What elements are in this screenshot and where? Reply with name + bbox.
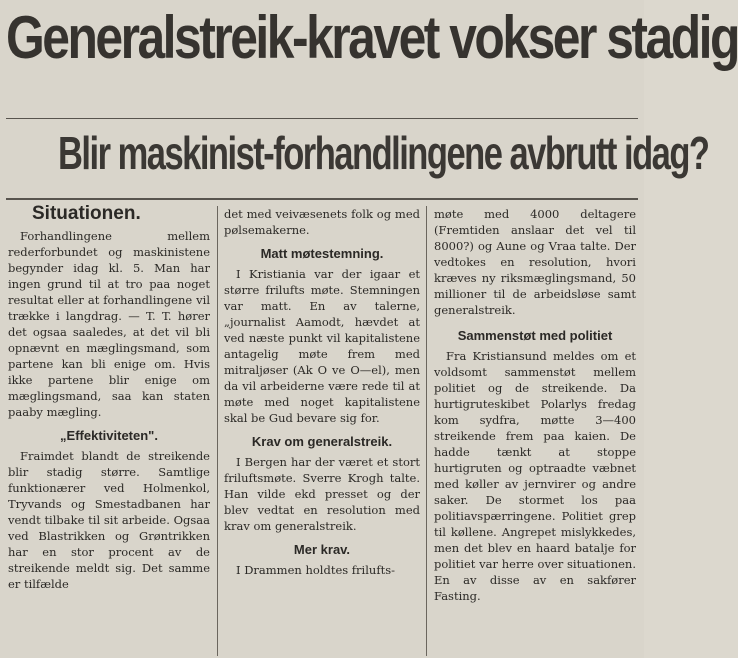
column-3	[434, 206, 636, 604]
col3-heading1: Sammenstøt med politiet	[457, 328, 613, 343]
col3-para1: Fra Kristiansund meldes om et voldsomt sammenstøt mellem politiet og de streikende. Da hurtigruteskibet Polarlys fredag kom sydfra, møtte 3—400 streikende frem paa kaien. De hadde tænkt at stoppe hurtigruten og optraadte væbnet med køller av jernvirer og andre saker. De stormet los paa politiavspærringene. Politiet grep til køllene. Angrepet mislykkedes, men det blev en haard batalje for politiet var herre over situationen. En av disse av en sakfører Fasting.	[434, 349, 636, 603]
col1-para2: Fraimdet blandt de streikende blir stadig større. Samtlige funktionærer ved Holmenkol, Tryvands og Smestadbanen har vendt tilbake til sit arbeide. Ogsaa ved Blastrikken og Grøntrikken har en stor procent av de streikende meldt sig. Det samme er tilfælde	[8, 449, 210, 591]
section-rule	[6, 198, 638, 200]
col2-para2: I Bergen har der været et stort friluftsmøte. Sverre Krogh talte. Han vilde ekd presset og der blev vedtat en resolution med krav om generalstreik.	[224, 455, 420, 533]
subheadline: Blir maskinist-forhandlingene avbrutt idag?	[58, 127, 709, 179]
column-divider-1	[217, 206, 218, 656]
column-1	[8, 203, 210, 592]
headline-rule	[6, 118, 638, 119]
column-divider-2	[426, 206, 427, 656]
col3-intro: møte med 4000 deltagere (Fremtiden anslaar det vel til 8000?) og Aune og Vraa talte. Der vedtokes en resolution, hvori kræves ny riksmæglingsmand, 50 millioner til de arbeidsløse samt generalstreik.	[434, 207, 636, 317]
col1-para1: Forhandlingene mellem rederforbundet og maskinistene begynder idag kl. 5. Man har ingen grund til at tro paa noget resultat eller at forhandlingene vil trække i langdrag. — T. T. hører det ogsaa saaledes, at det vil bli opnævnt en mæglingsmand, som partene kan bli enige om. Hvis ikke partene blir enige om mæglingsmand, saa kan staten paaby mægling.	[8, 229, 210, 419]
column-2	[224, 206, 420, 578]
col2-intro: det med veivæsenets folk og med pølsemakerne.	[224, 207, 420, 237]
col2-heading2: Krav om generalstreik.	[251, 434, 393, 449]
col2-heading1: Matt møtestemning.	[260, 246, 384, 261]
col1-heading2: „Effektiviteten".	[60, 428, 158, 443]
headline: Generalstreik-kravet vokser stadig	[6, 4, 738, 71]
col2-heading3: Mer krav.	[293, 542, 351, 557]
col2-para1: I Kristiania var der igaar et større frilufts møte. Stemningen var matt. En av talerne, „journalist Aamodt, hævdet at ved næste punkt vil kapitalistene antagelig møte frem med mitraljøser (Ak O ve O—el), men da vil arbeiderne være rede til at møte med noget kapitalistene skal be Gud bevare sig for.	[224, 267, 420, 425]
col1-heading: Situationen.	[32, 203, 141, 224]
col2-para3: I Drammen holdtes frilufts-	[236, 563, 395, 577]
